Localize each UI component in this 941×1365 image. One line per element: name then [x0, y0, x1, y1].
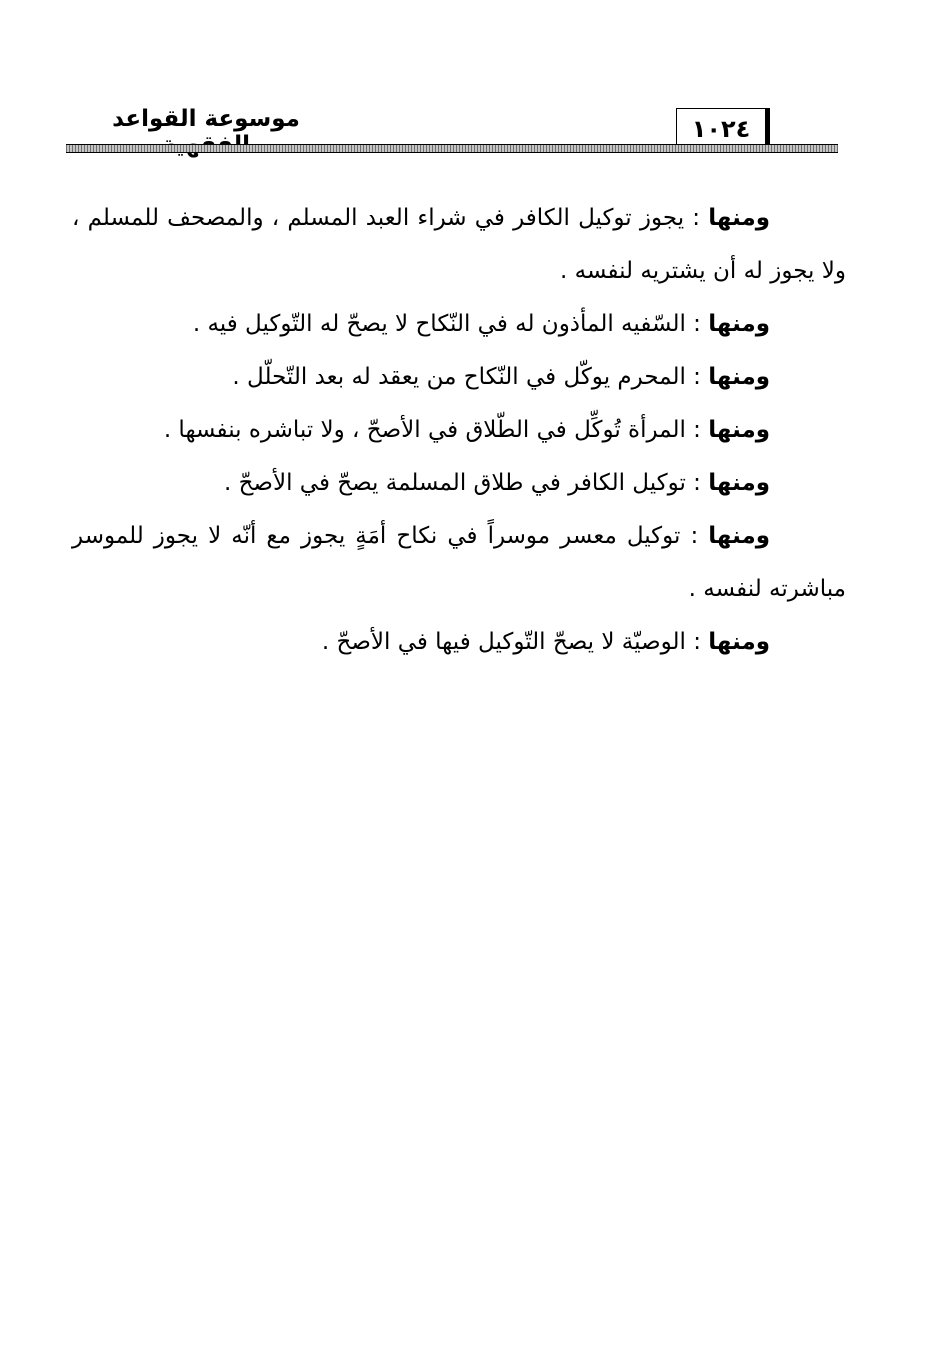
entry-text: : يجوز توكيل الكافر في شراء العبد المسلم ، والمصحف للمسلم ، ولا يجوز له أن يشتريه لنفسه . — [72, 205, 846, 284]
entry-paragraph — [72, 192, 846, 298]
book-title: موسوعة القواعد — [112, 106, 300, 132]
entry-paragraph — [72, 351, 846, 404]
entry-paragraph — [72, 404, 846, 457]
entry-lead: ومنها — [708, 417, 770, 443]
page-number: ١٠٢٤ — [691, 114, 751, 143]
page-body — [72, 192, 846, 669]
entry-lead: ومنها — [708, 311, 770, 337]
entry-lead: ومنها — [708, 523, 770, 549]
entry-paragraph — [72, 616, 846, 669]
entry-paragraph — [72, 298, 846, 351]
page-number-box — [676, 108, 770, 148]
entry-text: : المحرم يوكّل في النّكاح من يعقد له بعد التّحلّل . — [232, 364, 709, 390]
entry-paragraph — [72, 457, 846, 510]
header-rule — [66, 144, 838, 153]
entry-text: : الوصيّة لا يصحّ التّوكيل فيها في الأصحّ . — [321, 629, 709, 655]
page-header — [66, 100, 838, 156]
entry-lead: ومنها — [708, 470, 770, 496]
entry-paragraph — [72, 510, 846, 616]
entry-text: : توكيل الكافر في طلاق المسلمة يصحّ في الأصحّ . — [223, 470, 709, 496]
entry-lead: ومنها — [708, 364, 770, 390]
entry-text: : المرأة تُوكِّل في الطّلاق في الأصحّ ، ولا تباشره بنفسها . — [163, 417, 709, 443]
entry-text: : السّفيه المأذون له في النّكاح لا يصحّ له التّوكيل فيه . — [192, 311, 709, 337]
entry-lead: ومنها — [708, 629, 770, 655]
entry-text: : توكيل معسر موسراً في نكاح أمَةٍ يجوز مع أنّه لا يجوز للموسر مباشرته لنفسه . — [72, 523, 846, 602]
entry-lead: ومنها — [708, 205, 770, 231]
